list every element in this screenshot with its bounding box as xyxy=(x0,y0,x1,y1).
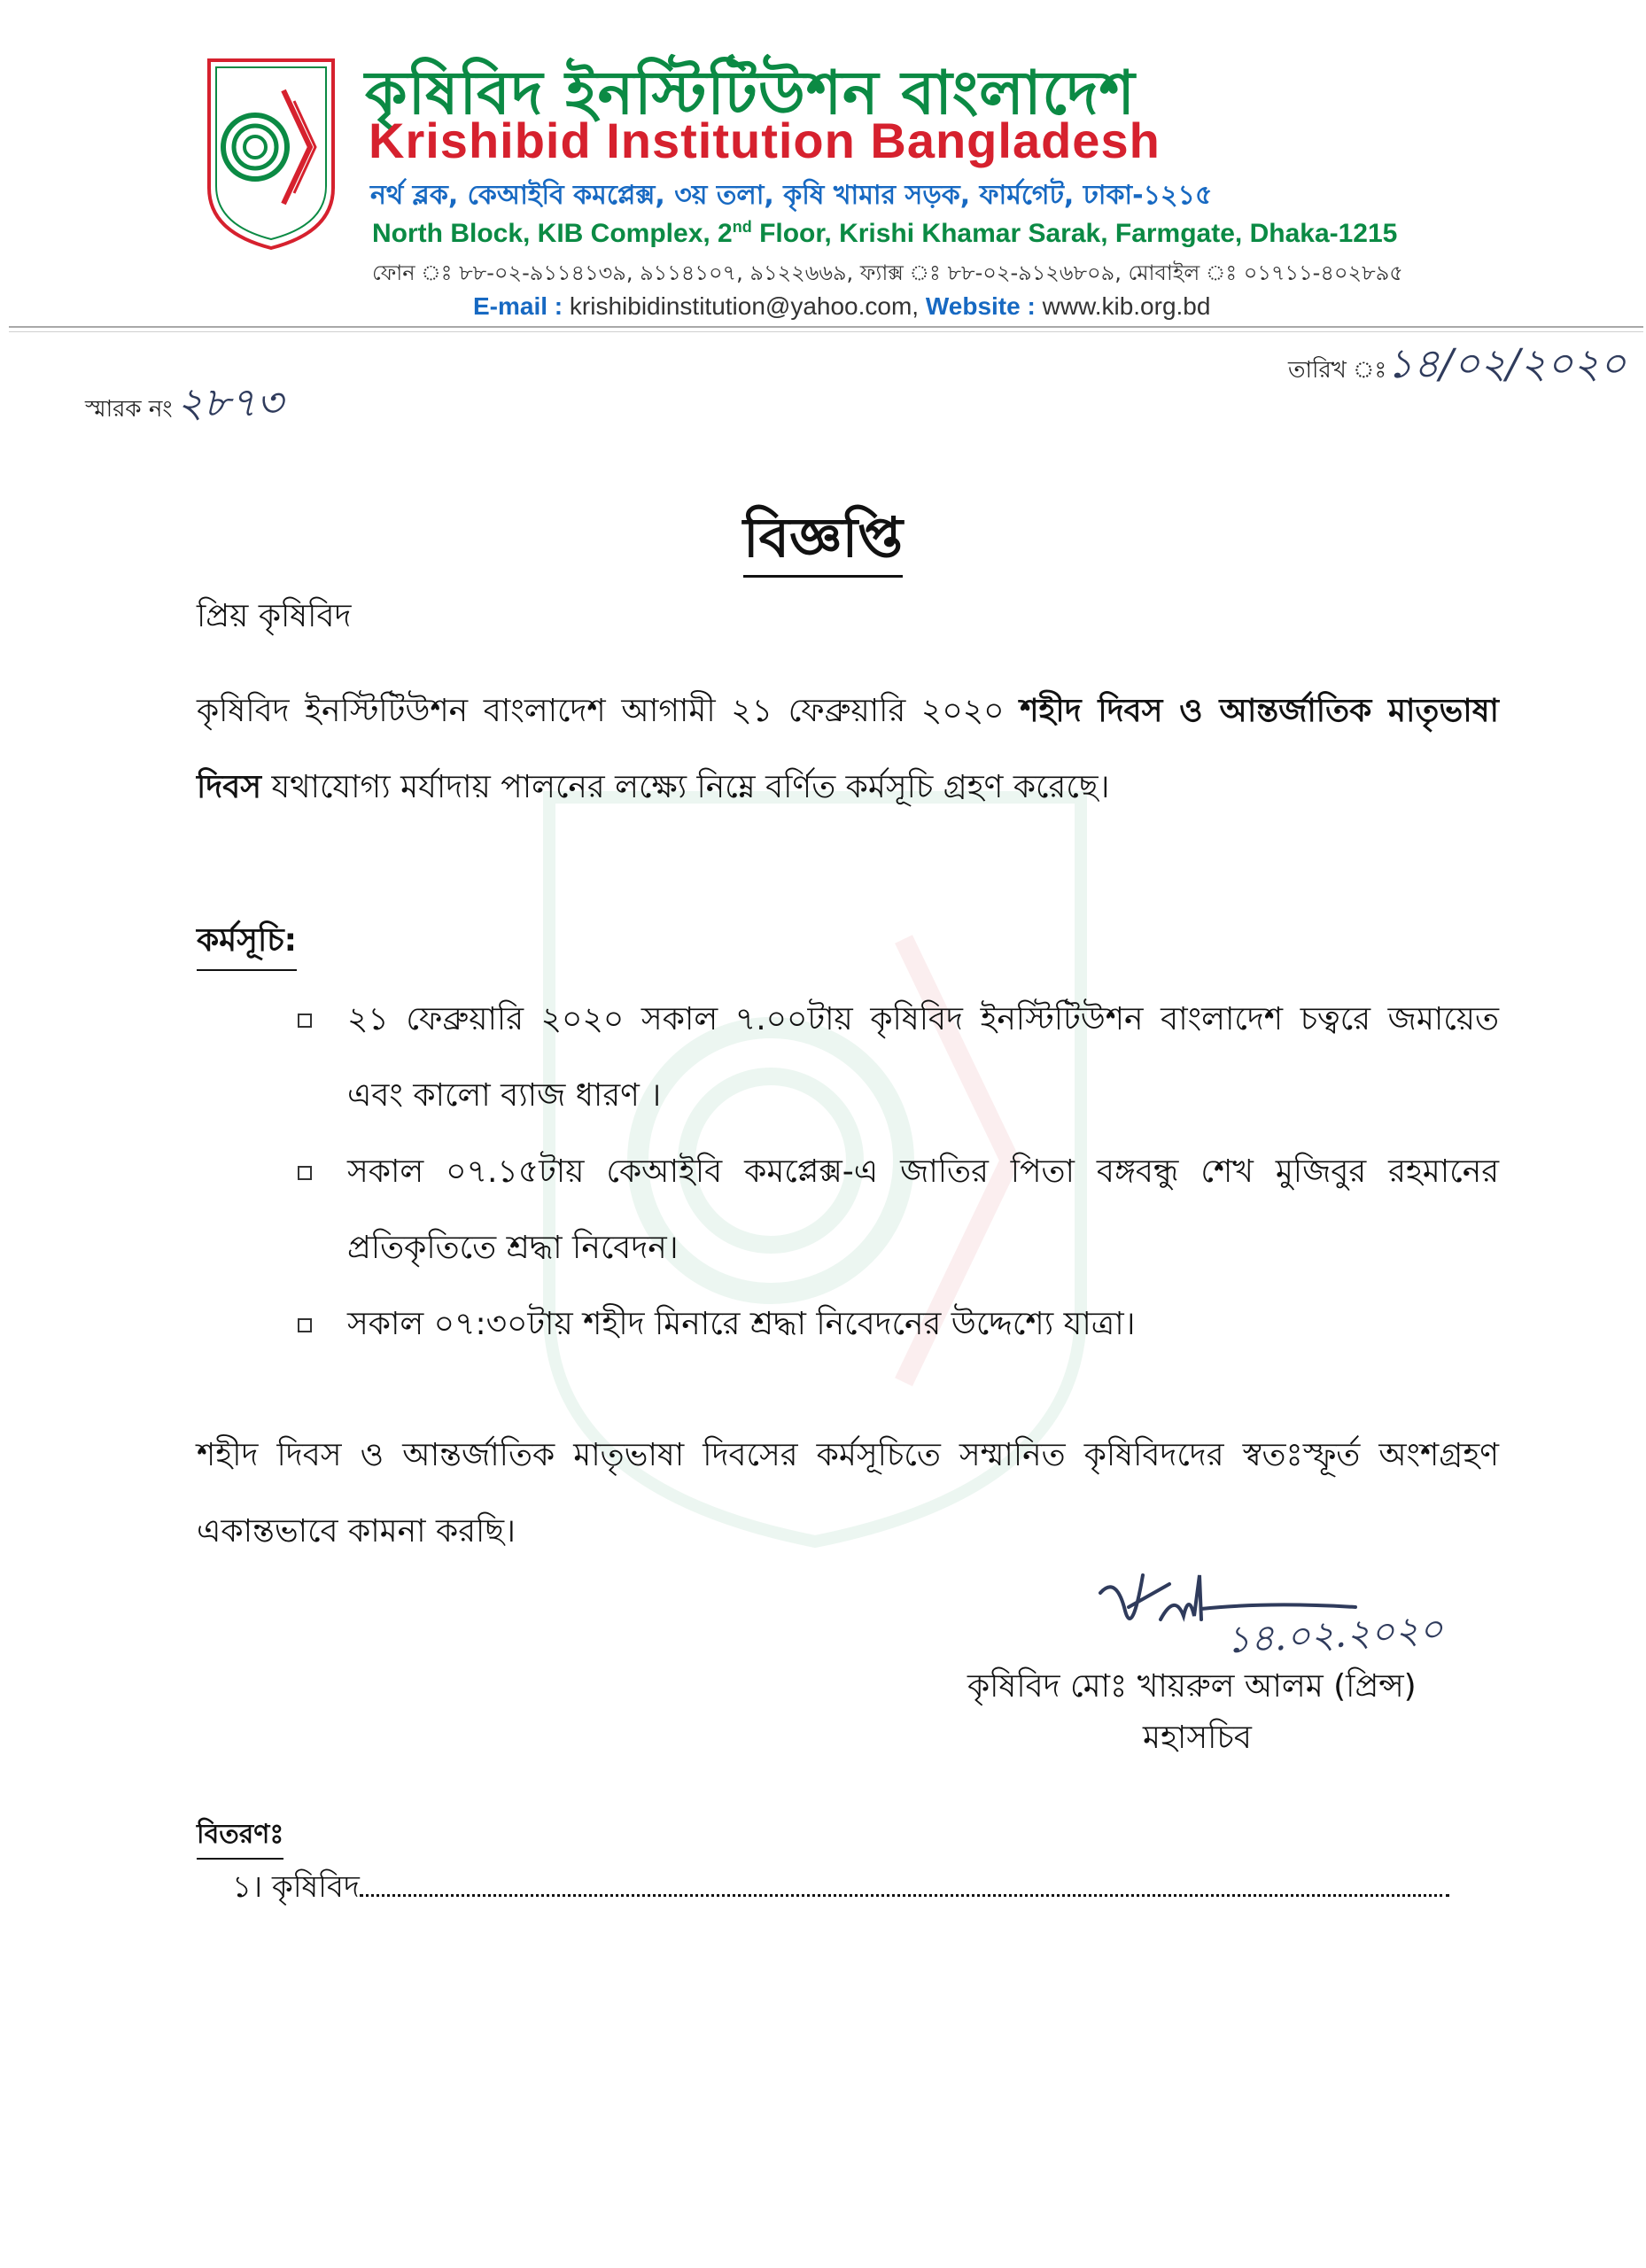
schedule-list xyxy=(296,982,1499,1363)
salutation: প্রিয় কৃষিবিদ xyxy=(197,598,352,634)
address-bangla: নর্থ ব্লক, কেআইবি কমপ্লেক্স, ৩য় তলা, কৃষি খামার সড়ক, ফার্মগেট, ঢাকা-১২১৫ xyxy=(370,180,1213,211)
square-bullet-icon xyxy=(298,1014,312,1028)
website-label: Website : xyxy=(925,292,1036,320)
date-value: ১৪/০২/২০২০ xyxy=(1386,339,1627,387)
intro-bold: শহীদ দিবস ও আন্তর্জাতিক মাতৃভাষা দিবস xyxy=(197,693,1499,805)
closing-paragraph: শহীদ দিবস ও আন্তর্জাতিক মাতৃভাষা দিবসের কর্মসূচিতে সম্মানিত কৃষিবিদদের স্বতঃস্ফূর্ত অংশগ্রহণ একান্তভাবে কামনা করছি। xyxy=(197,1437,1499,1550)
distribution-line xyxy=(232,1864,1449,1915)
schedule-item xyxy=(296,1134,1499,1286)
square-bullet-icon xyxy=(298,1166,312,1180)
intro-part2: যথাযোগ্য মর্যাদায় পালনের লক্ষ্যে নিম্নে বর্ণিত কর্মসূচি গ্রহণ করেছে। xyxy=(261,769,1110,805)
org-name-bangla: কৃষিবিদ ইনস্টিটিউশন বাংলাদেশ xyxy=(365,58,1136,128)
memo-label: স্মারক নং xyxy=(85,396,173,423)
signature-date: ১৪.০২.২০২০ xyxy=(1224,1606,1445,1662)
email-address[interactable]: krishibidinstitution@yahoo.com, xyxy=(563,292,926,320)
address-english-part2: Floor, Krishi Khamar Sarak, Farmgate, Dhaka-1215 xyxy=(751,219,1398,248)
notice-title xyxy=(0,496,1646,587)
schedule-heading: কর্মসূচি: xyxy=(197,916,297,971)
schedule-item-text: সকাল ০৭:৩০টায় শহীদ মিনারে শ্রদ্ধা নিবেদনের উদ্দেশ্যে যাত্রা। xyxy=(347,1306,1136,1342)
distribution-recipient: ১। কৃষিবিদ xyxy=(232,1869,360,1905)
notice-title-text: বিজ্ঞপ্তি xyxy=(743,505,903,578)
header-divider-thin xyxy=(9,331,1643,332)
schedule-item-text: সকাল ০৭.১৫টায় কেআইবি কমপ্লেক্স-এ জাতির পিতা বঙ্গবন্ধু শেখ মুজিবুর রহমানের প্রতিকৃতিতে শ্রদ্ধা নিবেদন। xyxy=(347,1153,1499,1266)
distribution-heading: বিতরণঃ xyxy=(197,1813,283,1860)
intro-part1: কৃষিবিদ ইনস্টিটিউশন বাংলাদেশ আগামী ২১ ফেব্রুয়ারি ২০২০ xyxy=(197,693,1021,729)
header-divider xyxy=(9,326,1643,328)
square-bullet-icon xyxy=(298,1318,312,1332)
schedule-item-text: ২১ ফেব্রুয়ারি ২০২০ সকাল ৭.০০টায় কৃষিবিদ ইনস্টিটিউশন বাংলাদেশ চত্বরে জমায়েত এবং কালো ব্যাজ ধারণ । xyxy=(347,1001,1499,1114)
intro-paragraph xyxy=(197,673,1499,826)
website-url[interactable]: www.kib.org.bd xyxy=(1035,292,1211,320)
schedule-item xyxy=(296,1286,1499,1363)
address-english-part1: North Block, KIB Complex, 2 xyxy=(372,219,733,248)
memo-number: ২৮৭৩ xyxy=(176,378,283,426)
memo-reference xyxy=(85,372,283,439)
dotted-fill-line xyxy=(360,1869,1449,1897)
contact-line xyxy=(473,292,1210,321)
address-english xyxy=(372,218,1397,249)
letter-date xyxy=(1288,333,1626,400)
date-label: তারিখ ঃ xyxy=(1288,357,1387,384)
schedule-item xyxy=(296,982,1499,1134)
kib-logo xyxy=(202,55,340,253)
address-ordinal: nd xyxy=(732,218,752,236)
signatory-title: মহাসচিব xyxy=(1143,1720,1252,1756)
phone-fax-mobile: ফোন ঃ ৮৮-০২-৯১১৪১৩৯, ৯১১৪১০৭, ৯১২২৬৬৯, ফ্যাক্স ঃ ৮৮-০২-৯১২৬৮০৯, মোবাইল ঃ ০১৭১১-৪০২৮৯৫ xyxy=(372,260,1403,285)
email-label: E-mail : xyxy=(473,292,563,320)
org-name-english: Krishibid Institution Bangladesh xyxy=(369,113,1161,168)
signatory-name: কৃষিবিদ মোঃ খায়রুল আলম (প্রিন্স) xyxy=(967,1668,1417,1705)
